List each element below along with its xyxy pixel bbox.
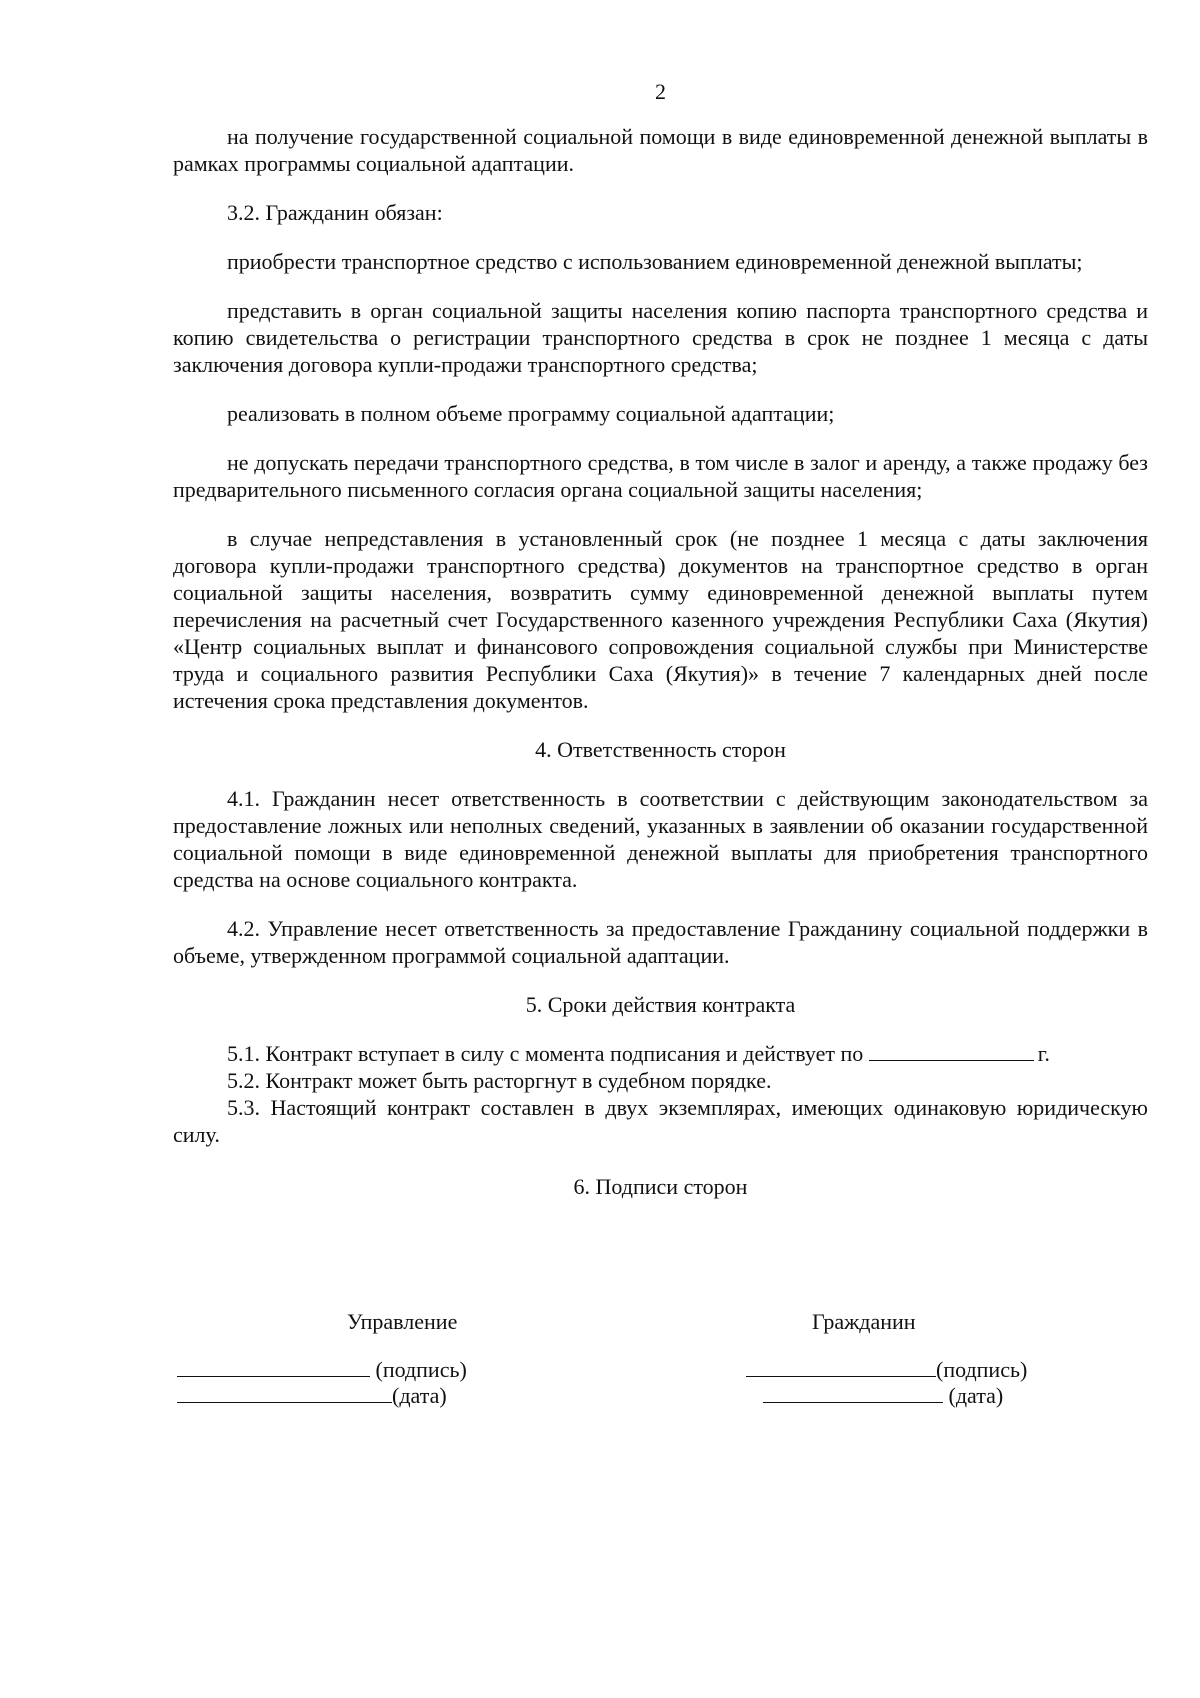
signature-block bbox=[173, 1308, 1148, 1428]
contract-end-date-blank bbox=[869, 1040, 1034, 1061]
obligation-purchase-vehicle: приобрести транспортное средство с использованием единовременной денежной выплаты; bbox=[227, 249, 1083, 274]
clause-4-1: 4.1. Гражданин несет ответственность в соответствии с действующим законодательством за предоставление ложных или неполных сведений, указанных в заявлении об оказании государственной социальной помощи в виде единовременной денежной выплаты для приобретения транспортного средства на основе социального контракта. bbox=[173, 786, 1148, 892]
citizen-signature-line bbox=[746, 1356, 1027, 1383]
document-body bbox=[173, 123, 1148, 1200]
clause-5-1-text: 5.1. Контракт вступает в силу с момента подписания и действует по bbox=[227, 1041, 864, 1066]
document-page bbox=[173, 0, 1148, 1698]
clause-5-3: 5.3. Настоящий контракт составлен в двух экземплярах, имеющих одинаковую юридическую силу. bbox=[173, 1095, 1148, 1147]
obligation-refund: в случае непредставления в установленный срок (не позднее 1 месяца с даты заключения договора купли-продажи транспортного средства) документов на транспортное средство в орган социальной защиты населения, возвратить сумму единовременной денежной выплаты путем перечисления на расчетный счет Государственного казенного учреждения Республики Саха (Якутия) «Центр социальных выплат и финансового сопровождения социальной службы при Министерстве труда и социального развития Республики Саха (Якутия)» в течение 7 календарных дней после истечения срока представления документов. bbox=[173, 526, 1148, 713]
signature-title-administration: Управление bbox=[347, 1309, 458, 1334]
date-label: (дата) bbox=[392, 1383, 447, 1408]
obligation-submit-documents: представить в орган социальной защиты населения копию паспорта транспортного средства и копию свидетельства о регистрации транспортного средства в срок не позднее 1 месяца с даты заключения договора купли-продажи транспортного средства; bbox=[173, 298, 1148, 377]
section-4-heading: 4. Ответственность сторон bbox=[535, 737, 786, 762]
clause-3-2-heading: 3.2. Гражданин обязан: bbox=[227, 200, 443, 225]
date-blank bbox=[177, 1382, 392, 1403]
section-5-heading: 5. Сроки действия контракта bbox=[525, 992, 796, 1017]
year-suffix: г. bbox=[1037, 1041, 1050, 1066]
administration-signature-line bbox=[177, 1356, 467, 1383]
signature-label: (подпись) bbox=[936, 1357, 1028, 1382]
signature-label: (подпись) bbox=[375, 1357, 467, 1382]
obligation-no-transfer: не допускать передачи транспортного средства, в том числе в залог и аренду, а также продажу без предварительного письменного согласия органа социальной защиты населения; bbox=[173, 450, 1148, 502]
date-blank bbox=[763, 1382, 943, 1403]
clause-4-2: 4.2. Управление несет ответственность за предоставление Гражданину социальной поддержки в объеме, утвержденном программой социальной адаптации. bbox=[173, 916, 1148, 968]
clause-5-2: 5.2. Контракт может быть расторгнут в судебном порядке. bbox=[227, 1068, 772, 1093]
paragraph-social-aid-purpose: на получение государственной социальной помощи в виде единовременной денежной выплаты в рамках программы социальной адаптации. bbox=[173, 124, 1148, 176]
signature-blank bbox=[177, 1356, 370, 1377]
section-6-heading: 6. Подписи сторон bbox=[573, 1174, 748, 1199]
page-number: 2 bbox=[655, 79, 666, 104]
signature-blank bbox=[746, 1356, 936, 1377]
administration-date-line bbox=[177, 1382, 447, 1409]
signature-title-citizen: Гражданин bbox=[812, 1309, 916, 1334]
date-label: (дата) bbox=[948, 1383, 1004, 1408]
obligation-implement-program: реализовать в полном объеме программу социальной адаптации; bbox=[227, 401, 835, 426]
clause-5-1 bbox=[173, 1040, 1148, 1067]
citizen-date-line bbox=[763, 1382, 1003, 1409]
